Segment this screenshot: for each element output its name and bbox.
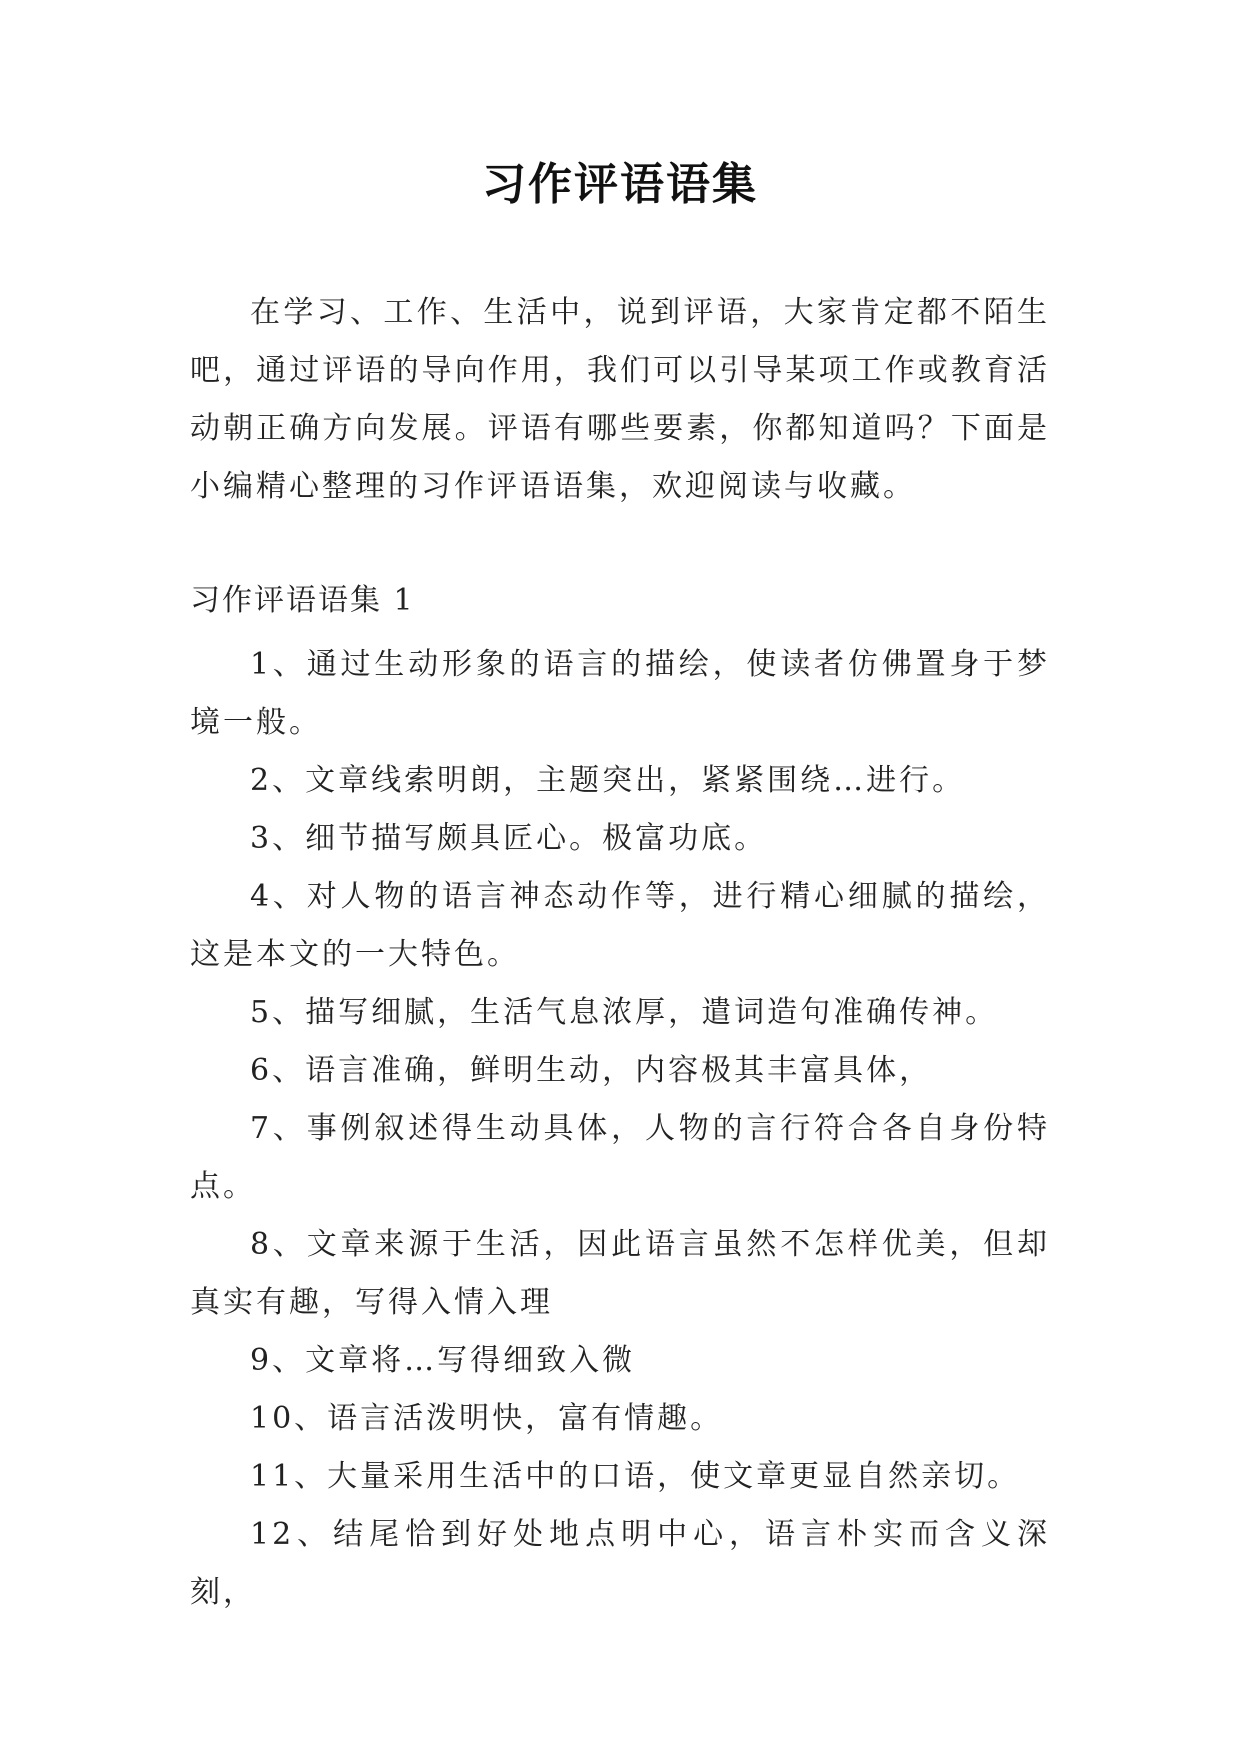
comment-item: 10、语言活泼明快，富有情趣。 — [250, 1401, 724, 1436]
comment-item: 6、语言准确，鲜明生动，内容极其丰富具体， — [250, 1053, 933, 1088]
comment-item: 11、大量采用生活中的口语，使文章更显自然亲切。 — [250, 1459, 1021, 1494]
comment-item: 2、文章线索明朗，主题突出，紧紧围绕…进行。 — [250, 763, 966, 798]
comment-item: 4、对人物的语言神态动作等，进行精心细腻的描绘，这是本文的一大特色。 — [190, 879, 1050, 972]
comment-item: 5、描写细腻，生活气息浓厚，遣词造句准确传神。 — [250, 995, 999, 1030]
comment-item: 9、文章将…写得细致入微 — [250, 1343, 636, 1378]
comment-item: 3、细节描写颇具匠心。极富功底。 — [250, 821, 768, 856]
comment-item: 7、事例叙述得生动具体，人物的言行符合各自身份特点。 — [190, 1111, 1050, 1204]
document-title: 习作评语语集 — [482, 159, 758, 210]
comment-item: 8、文章来源于生活，因此语言虽然不怎样优美，但却真实有趣，写得入情入理 — [190, 1227, 1050, 1320]
comment-item: 12、结尾恰到好处地点明中心，语言朴实而含义深刻， — [190, 1517, 1050, 1610]
comment-list — [190, 636, 1050, 1622]
document-page — [190, 150, 1050, 1622]
comment-item: 1、通过生动形象的语言的描绘，使读者仿佛置身于梦境一般。 — [190, 647, 1050, 740]
intro-paragraph: 在学习、工作、生活中，说到评语，大家肯定都不陌生吧，通过评语的导向作用，我们可以引导某项工作或教育活动朝正确方向发展。评语有哪些要素，你都知道吗？下面是小编精心整理的习作评语语集，欢迎阅读与收藏。 — [190, 295, 1050, 504]
section-heading: 习作评语语集 1 — [190, 583, 415, 618]
